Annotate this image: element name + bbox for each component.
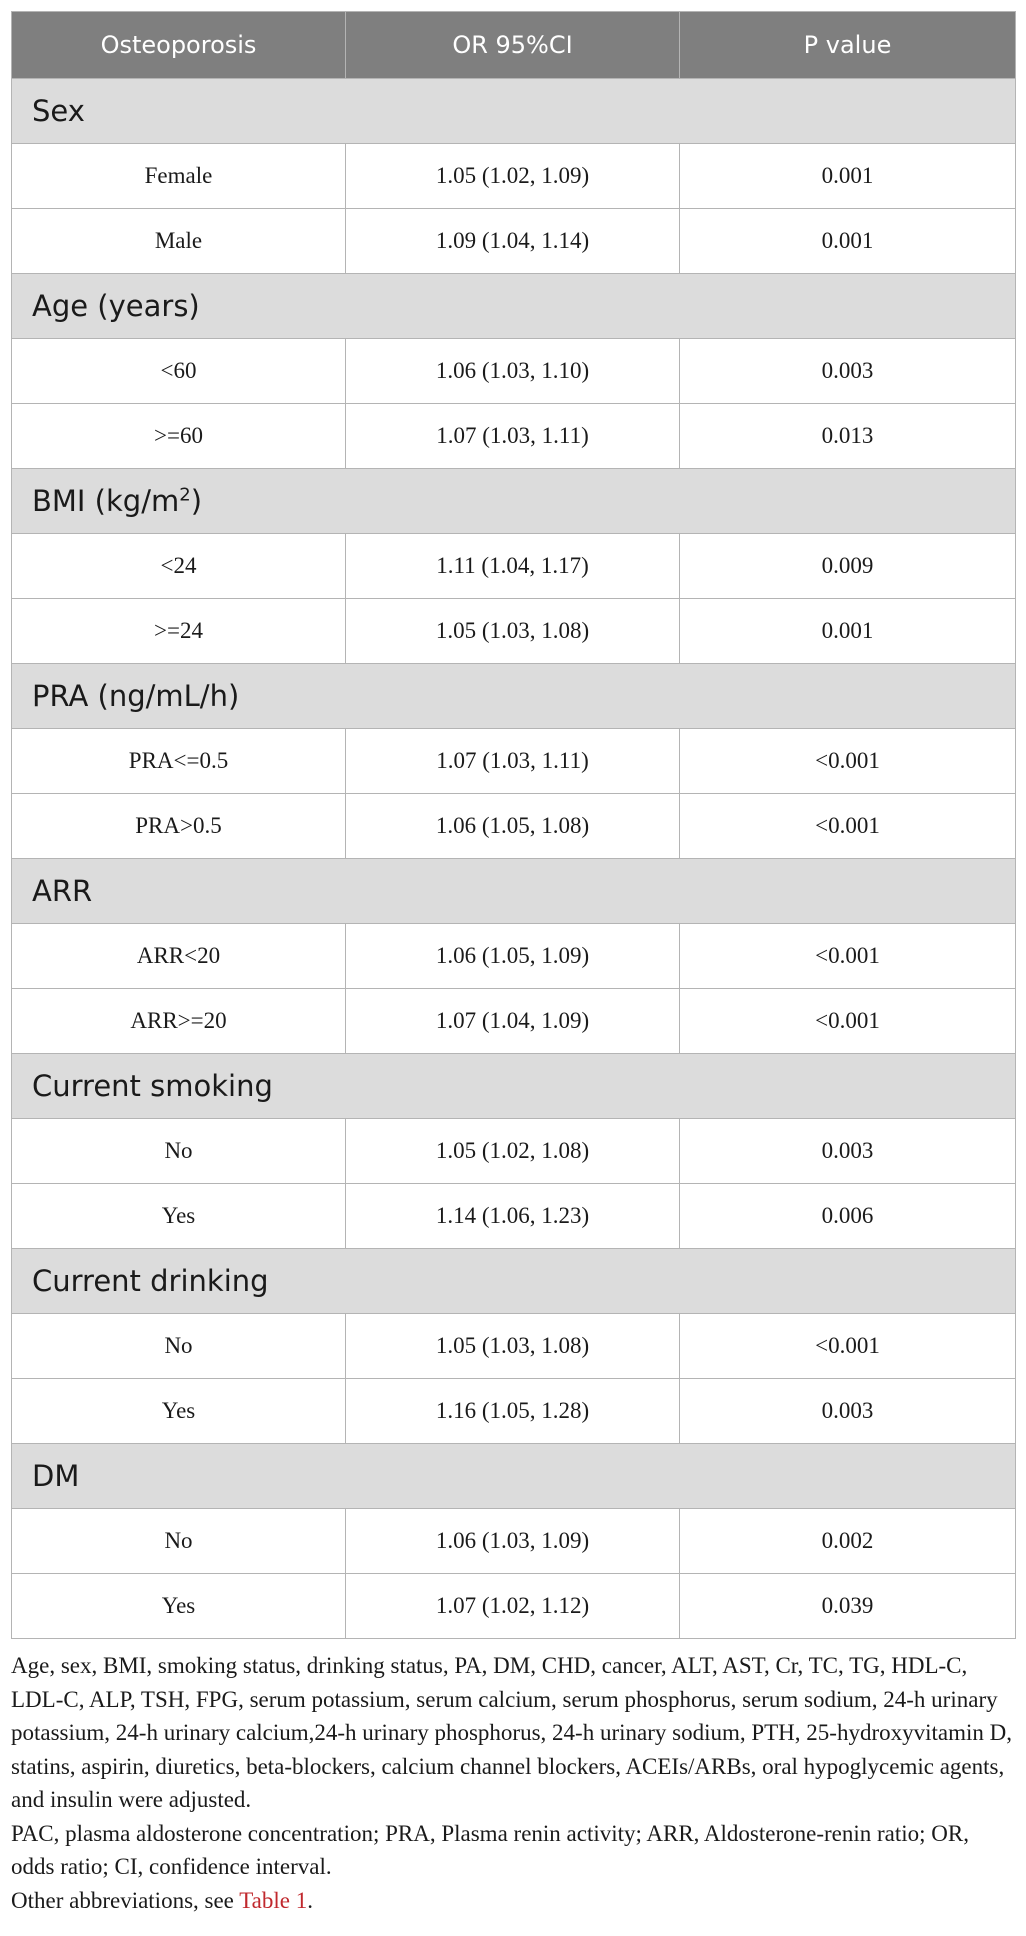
p-value-cell: 0.001 — [680, 209, 1016, 274]
group-label — [12, 859, 1016, 924]
group-label — [12, 1054, 1016, 1119]
p-value-cell: <0.001 — [680, 989, 1016, 1054]
table-row — [12, 209, 1016, 274]
footnote-adjusted: Age, sex, BMI, smoking status, drinking status, PA, DM, CHD, cancer, ALT, AST, Cr, TC, TG, HDL-C, LDL-C, ALP, TSH, FPG, serum potassium, serum calcium, serum phosphorus, serum sodium, 24-h urinary potassium, 24-h urinary calcium,24-h urinary phosphorus, 24-h urinary sodium, PTH, 25-hydroxyvitamin D, statins, aspirin, diuretics, beta-blockers, calcium channel blockers, ACEIs/ARBs, oral hypoglycemic agents, and insulin were adjusted. — [11, 1653, 1012, 1812]
or-ci-cell: 1.14 (1.06, 1.23) — [346, 1184, 680, 1249]
header-osteoporosis: Osteoporosis — [12, 12, 346, 79]
table-row — [12, 534, 1016, 599]
p-value-cell: 0.001 — [680, 599, 1016, 664]
subgroup-cell: PRA>0.5 — [12, 794, 346, 859]
or-ci-cell: 1.09 (1.04, 1.14) — [346, 209, 680, 274]
table-row — [12, 1509, 1016, 1574]
subgroup-cell: Yes — [12, 1184, 346, 1249]
subgroup-cell: PRA<=0.5 — [12, 729, 346, 794]
subgroup-cell: <24 — [12, 534, 346, 599]
subgroup-cell: <60 — [12, 339, 346, 404]
or-ci-cell: 1.05 (1.02, 1.09) — [346, 144, 680, 209]
subgroup-cell: No — [12, 1509, 346, 1574]
footnote-other-suffix: . — [307, 1887, 313, 1913]
or-ci-cell: 1.06 (1.03, 1.09) — [346, 1509, 680, 1574]
table-body — [12, 79, 1016, 1639]
group-label-text: Current smoking — [32, 1069, 273, 1103]
group-label — [12, 1444, 1016, 1509]
group-label — [12, 664, 1016, 729]
group-label-text: PRA (ng/mL/h) — [32, 679, 240, 713]
subgroup-cell: No — [12, 1314, 346, 1379]
group-label-text: BMI (kg/m — [32, 484, 180, 518]
subgroup-cell: Yes — [12, 1574, 346, 1639]
table-row — [12, 1379, 1016, 1444]
p-value-cell: 0.009 — [680, 534, 1016, 599]
subgroup-cell: No — [12, 1119, 346, 1184]
group-row — [12, 1444, 1016, 1509]
header-p-value: P value — [680, 12, 1016, 79]
or-ci-cell: 1.07 (1.03, 1.11) — [346, 404, 680, 469]
p-value-cell: <0.001 — [680, 924, 1016, 989]
group-row — [12, 1249, 1016, 1314]
group-label-text: Age (years) — [32, 289, 200, 323]
or-ci-cell: 1.07 (1.04, 1.09) — [346, 989, 680, 1054]
or-ci-cell: 1.06 (1.05, 1.08) — [346, 794, 680, 859]
or-ci-cell: 1.16 (1.05, 1.28) — [346, 1379, 680, 1444]
or-ci-cell: 1.05 (1.03, 1.08) — [346, 599, 680, 664]
group-label — [12, 469, 1016, 534]
table-row — [12, 1184, 1016, 1249]
p-value-cell: <0.001 — [680, 729, 1016, 794]
p-value-cell: 0.003 — [680, 1119, 1016, 1184]
subgroup-cell: Yes — [12, 1379, 346, 1444]
p-value-cell: 0.006 — [680, 1184, 1016, 1249]
header-row — [12, 12, 1016, 79]
p-value-cell: 0.001 — [680, 144, 1016, 209]
or-ci-cell: 1.11 (1.04, 1.17) — [346, 534, 680, 599]
subgroup-cell: >=24 — [12, 599, 346, 664]
group-label-text: DM — [32, 1459, 80, 1493]
table-row — [12, 1314, 1016, 1379]
p-value-cell: <0.001 — [680, 1314, 1016, 1379]
table-row — [12, 404, 1016, 469]
results-table — [11, 11, 1016, 1639]
or-ci-cell: 1.06 (1.03, 1.10) — [346, 339, 680, 404]
footnote-other — [11, 1884, 1015, 1918]
group-label — [12, 274, 1016, 339]
group-row — [12, 664, 1016, 729]
group-row — [12, 859, 1016, 924]
table-row — [12, 924, 1016, 989]
group-label-superscript: 2 — [179, 484, 191, 506]
group-label — [12, 1249, 1016, 1314]
table-row — [12, 144, 1016, 209]
p-value-cell: 0.003 — [680, 1379, 1016, 1444]
group-row — [12, 274, 1016, 339]
p-value-cell: 0.013 — [680, 404, 1016, 469]
p-value-cell: 0.002 — [680, 1509, 1016, 1574]
subgroup-cell: Male — [12, 209, 346, 274]
header-or-ci: OR 95%CI — [346, 12, 680, 79]
table-footnotes — [11, 1649, 1015, 1917]
subgroup-cell: >=60 — [12, 404, 346, 469]
p-value-cell: <0.001 — [680, 794, 1016, 859]
or-ci-cell: 1.05 (1.02, 1.08) — [346, 1119, 680, 1184]
or-ci-cell: 1.07 (1.02, 1.12) — [346, 1574, 680, 1639]
table-row — [12, 1574, 1016, 1639]
group-row — [12, 1054, 1016, 1119]
group-label-end: ) — [190, 484, 203, 518]
group-row — [12, 469, 1016, 534]
table-row — [12, 989, 1016, 1054]
or-ci-cell: 1.05 (1.03, 1.08) — [346, 1314, 680, 1379]
footnote-other-prefix: Other abbreviations, see — [11, 1887, 240, 1913]
table-row — [12, 1119, 1016, 1184]
table-row — [12, 599, 1016, 664]
group-label — [12, 79, 1016, 144]
table-row — [12, 339, 1016, 404]
table-row — [12, 794, 1016, 859]
group-label-text: Current drinking — [32, 1264, 269, 1298]
results-table-container — [11, 11, 1015, 1917]
p-value-cell: 0.003 — [680, 339, 1016, 404]
group-row — [12, 79, 1016, 144]
table-1-link[interactable]: Table 1 — [239, 1887, 308, 1913]
subgroup-cell: ARR<20 — [12, 924, 346, 989]
group-label-text: Sex — [32, 94, 85, 128]
group-label-text: ARR — [32, 874, 93, 908]
subgroup-cell: Female — [12, 144, 346, 209]
footnote-abbreviations: PAC, plasma aldosterone concentration; PRA, Plasma renin activity; ARR, Aldosterone-renin ratio; OR, odds ratio; CI, confidence interval. — [11, 1820, 969, 1879]
p-value-cell: 0.039 — [680, 1574, 1016, 1639]
or-ci-cell: 1.06 (1.05, 1.09) — [346, 924, 680, 989]
or-ci-cell: 1.07 (1.03, 1.11) — [346, 729, 680, 794]
table-row — [12, 729, 1016, 794]
subgroup-cell: ARR>=20 — [12, 989, 346, 1054]
table-header — [12, 12, 1016, 79]
